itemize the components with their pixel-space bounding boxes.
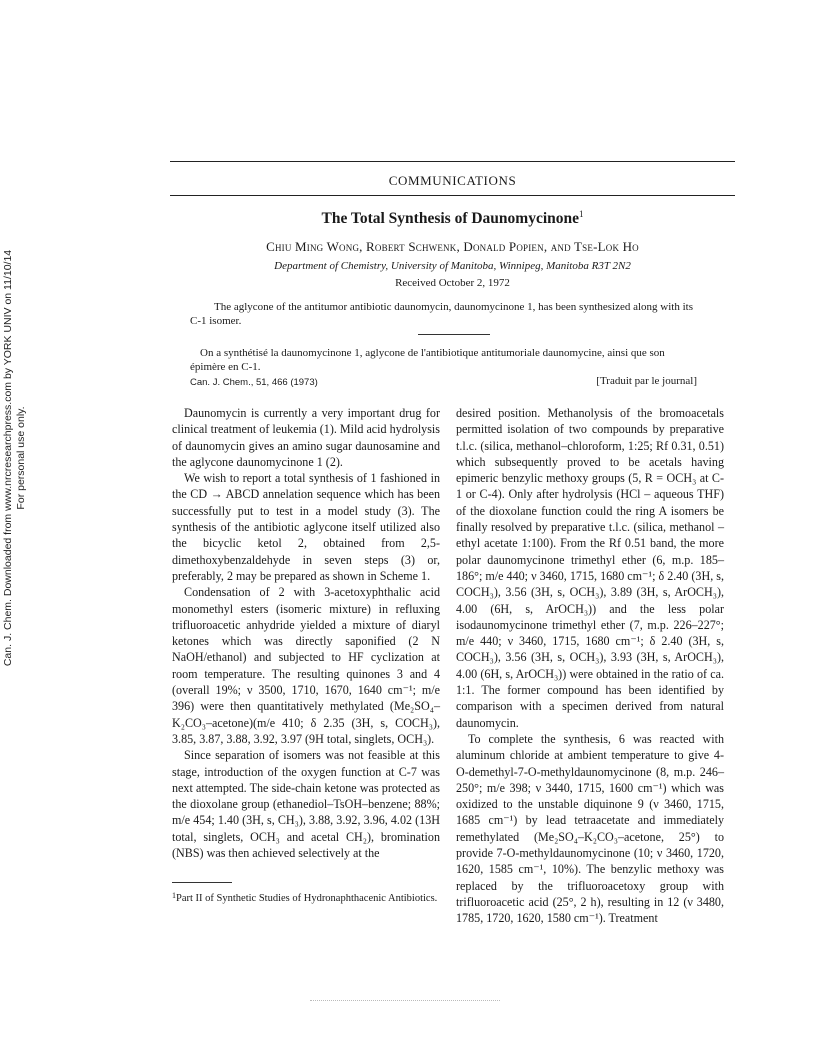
footnote-mark: 1 bbox=[172, 891, 176, 900]
section-label: COMMUNICATIONS bbox=[388, 173, 517, 188]
watermark-line-2: For personal use only. bbox=[15, 406, 27, 510]
download-watermark bbox=[0, 250, 30, 670]
footnote bbox=[172, 889, 442, 906]
top-rule bbox=[170, 161, 735, 162]
title-text: The Total Synthesis of Daunomycinone bbox=[321, 210, 580, 228]
footnote-rule bbox=[172, 882, 232, 883]
right-column bbox=[456, 405, 724, 927]
paragraph: desired position. Methanolysis of the bromoacetals permitted isolation of two compounds by preparative t.l.c. (silica, methanol–chloroform, 1:25; Rf 0.31, 0.51) which subsequently proved to be acetals having epimeric benzylic methoxy groups (5, R = OCH₃ at C-1 or C-4). Only after hydrolysis (HCl – aqueous THF) of the dioxolane function could the ring A isomers be finally resolved by preparative t.l.c. (silica, methanol – ethyl acetate 1:100). From the Rf 0.51 band, the more polar daunomycinone trimethyl ether (6, m.p. 185–186°; m/e 440; ν 3460, 1715, 1680 cm⁻¹; δ 2.40 (3H, s, COCH₃), 3.56 (3H, s, OCH₃), 3.89 (3H, s, ArOCH₃), 4.00 (6H, s, ArOCH₃)) and the less polar isodaunomycinone trimethyl ether (7, m.p. 226–227°; m/e 440; ν 3460, 1715, 1680 cm⁻¹; δ 2.40 (3H, s, COCH₃), 3.56 (3H, s, OCH₃), 3.93 (3H, s, ArOCH₃), 4.00 (6H, s, ArOCH₃)) were obtained in the ratio of ca. 1:1. The former compound has been identified by comparison with a specimen derived from natural daunomycin. bbox=[456, 406, 724, 730]
abstract-french-text: On a synthétisé la daunomycinone 1, aglycone de l'antibiotique antitumoriale daunomycine, ainsi que son épimère en C-1. bbox=[190, 347, 665, 373]
abstract-english: The aglycone of the antitumor antibiotic daunomycin, daunomycinone 1, has been synthesized along with its C-1 isomer. bbox=[190, 301, 693, 327]
title-footnote-mark: 1 bbox=[579, 209, 584, 219]
paragraph: Condensation of 2 with 3-acetoxyphthalic acid monomethyl esters (isomeric mixture) in refluxing trifluoroacetic anhydride yielded a mixture of diaryl ketones which was directly saponified (2 N NaOH/ethanol) and subjected to HF cyclization at room temperature. The resulting quinones 3 and 4 (overall 19%; ν 3500, 1710, 1670, 1640 cm⁻¹; m/e 396) were then quantitatively methylated (Me₂SO₄–K₂CO₃–acetone)(m/e 410; δ 2.35 (3H, s, COCH₃), 3.85, 3.87, 3.88, 3.92, 3.97 (9H total, singlets, OCH₃). bbox=[172, 585, 440, 746]
section-rule bbox=[170, 195, 735, 196]
footnote-text: Part II of Synthetic Studies of Hydronaphthacenic Antibiotics. bbox=[176, 893, 438, 904]
scan-artifact bbox=[310, 1000, 500, 1003]
received-date: Received October 2, 1972 bbox=[395, 277, 510, 289]
left-column bbox=[172, 405, 440, 861]
journal-citation: Can. J. Chem., 51, 466 (1973) bbox=[190, 377, 318, 388]
article-title bbox=[170, 209, 735, 228]
paragraph: Daunomycin is currently a very important drug for clinical treatment of leukemia (1). Mild acid hydrolysis of daunomycin gives an amino sugar daunosamine and the aglycone daunomycinone 1 (2). bbox=[172, 406, 440, 469]
affiliation: Department of Chemistry, University of Manitoba, Winnipeg, Manitoba R3T 2N2 bbox=[274, 260, 631, 272]
abstract-divider bbox=[418, 334, 490, 335]
author-list: Chiu Ming Wong, Robert Schwenk, Donald Popien, and Tse-Lok Ho bbox=[266, 239, 639, 254]
translation-note: [Traduit par le journal] bbox=[596, 375, 697, 387]
paragraph: Since separation of isomers was not feasible at this stage, introduction of the oxygen function at C-7 was next attempted. The side-chain ketone was protected as the dioxolane group (ethanediol–TsOH–benzene; 88%; m/e 454; 1.40 (3H, s, CH₃), 3.88, 3.92, 3.96, 4.02 (13H total, singlets, OCH₃ and acetal CH₂), bromination (NBS) was then achieved selectively at the bbox=[172, 748, 440, 861]
paragraph: We wish to report a total synthesis of 1 fashioned in the CD → ABCD annelation sequence which has been successfully put to test in a model study (3). The synthesis of the antibiotic aglycone itself utilized also the bicyclic ketol 2, obtained from 2,5-dimethoxybenzaldehyde in seven steps (3) or, preferably, 2 may be prepared as shown in Scheme 1. bbox=[172, 471, 440, 583]
paragraph: To complete the synthesis, 6 was reacted with aluminum chloride at ambient temperature to give 4-O-demethyl-7-O-methyldaunomycinone (8, m.p. 246–250°; m/e 398; ν 3440, 1715, 1600 cm⁻¹) which was oxidized to the unstable diquinone 9 (ν 3460, 1715, 1685 cm⁻¹) by lead tetraacetate and immediately remethylated (Me₂SO₄–K₂CO₃–acetone, 25°) to provide 7-O-methyldaunomycinone (10; ν 3460, 1720, 1620, 1585 cm⁻¹, 10%). The benzylic methoxy was replaced by the trifluoroacetoxy group with trifluoroacetic acid (25°, 2 h), resulting in 12 (ν 3480, 1785, 1720, 1620, 1580 cm⁻¹). Treatment bbox=[456, 731, 724, 926]
watermark-line-1: Can. J. Chem. Downloaded from www.nrcresearchpress.com by YORK UNIV on 11/10/14 bbox=[2, 249, 14, 667]
